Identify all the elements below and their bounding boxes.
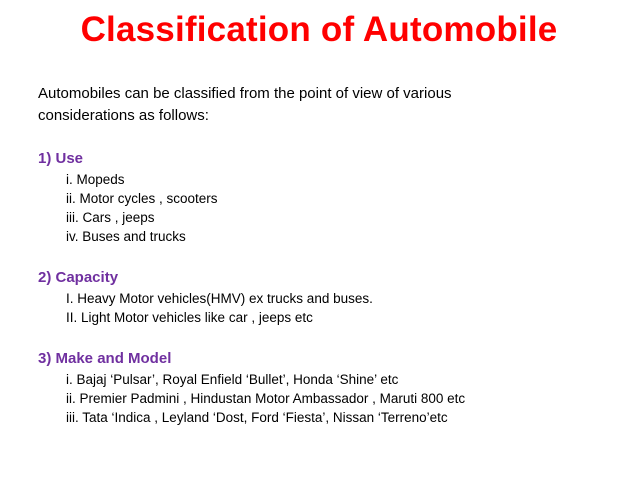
slide-title: Classification of Automobile xyxy=(80,10,558,49)
item-list xyxy=(38,370,618,427)
section-heading: 2) Capacity xyxy=(38,269,119,286)
list-item: i. Bajaj ‘Pulsar’, Royal Enfield ‘Bullet’, Honda ‘Shine’ etc xyxy=(66,372,399,387)
section-make-and-model xyxy=(38,348,618,427)
slide-content xyxy=(38,83,618,448)
item-list xyxy=(38,170,618,246)
list-item: ii. Motor cycles , scooters xyxy=(66,191,218,206)
section-use xyxy=(38,148,618,246)
section-heading: 3) Make and Model xyxy=(38,350,172,367)
intro-text xyxy=(38,83,618,127)
intro-line-2: considerations as follows: xyxy=(38,107,209,124)
intro-line-1: Automobiles can be classified from the point of view of various xyxy=(38,85,452,102)
list-item: II. Light Motor vehicles like car , jeeps etc xyxy=(66,310,313,325)
list-item: iv. Buses and trucks xyxy=(66,229,186,244)
list-item: ii. Premier Padmini , Hindustan Motor Ambassador , Maruti 800 etc xyxy=(66,391,466,406)
list-item: iii. Tata ‘Indica , Leyland ‘Dost, Ford ‘Fiesta’, Nissan ‘Terreno’etc xyxy=(66,410,448,425)
list-item: i. Mopeds xyxy=(66,172,125,187)
section-heading: 1) Use xyxy=(38,150,84,167)
list-item: iii. Cars , jeeps xyxy=(66,210,155,225)
item-list xyxy=(38,289,618,327)
list-item: I. Heavy Motor vehicles(HMV) ex trucks and buses. xyxy=(66,291,373,306)
section-capacity xyxy=(38,267,618,327)
